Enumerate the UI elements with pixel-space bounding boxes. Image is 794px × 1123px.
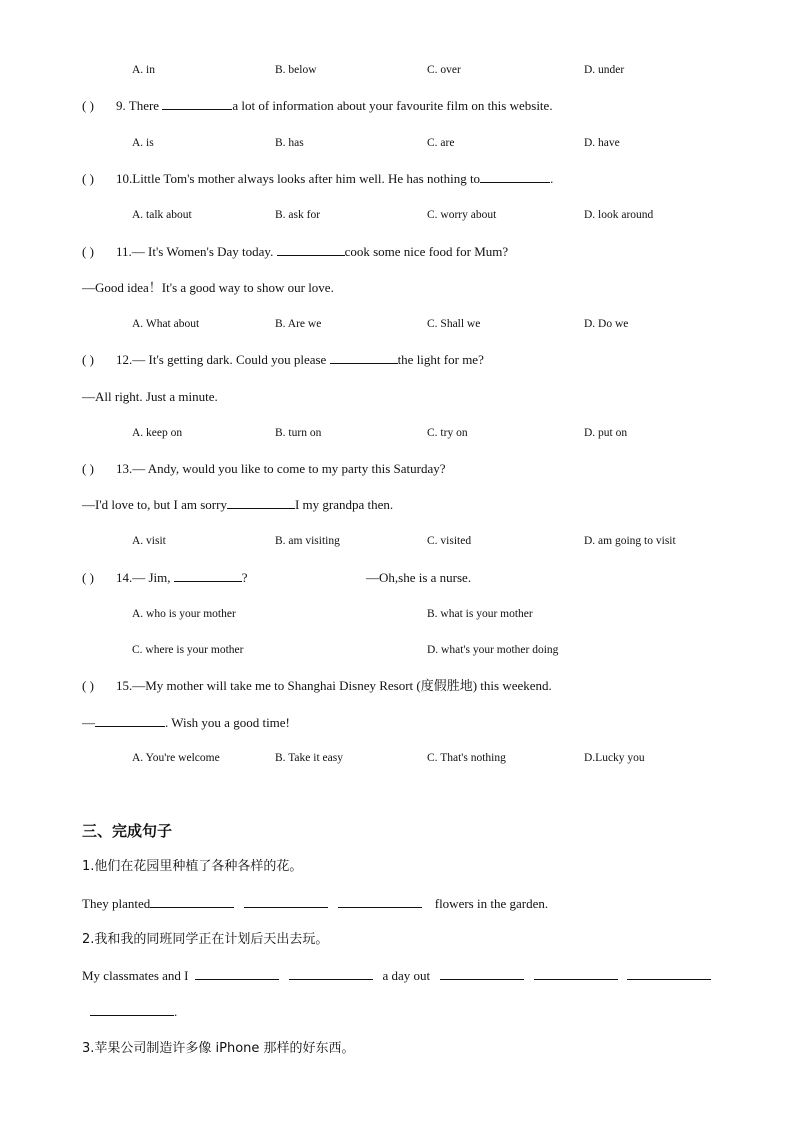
s1-blank-2[interactable] [244,896,328,908]
q11-option-d: D. Do we [584,318,629,330]
q11-option-a: A. What about [132,318,200,330]
q9-option-b: B. has [275,137,304,149]
answer-paren[interactable]: ( ) [82,461,94,476]
sentence-2-chinese: 2.我和我的同班同学正在计划后天出去玩。 [82,932,329,947]
q13-option-b: B. am visiting [275,535,340,547]
q13-option-c: C. visited [427,535,472,547]
q15-blank[interactable] [95,715,165,727]
s2-blank-2[interactable] [289,968,373,980]
answer-paren[interactable]: ( ) [82,244,94,259]
q8-option-c: C. over [427,64,461,76]
s2-blank-6[interactable] [90,1004,174,1016]
q15-option-a: A. You're welcome [132,752,220,764]
q9-blank[interactable] [162,98,232,110]
s2-pre: My classmates and I [82,968,189,983]
q10-option-c: C. worry about [427,209,497,221]
q13-reply [82,497,393,513]
q11-stem-pre: 11.— It's Women's Day today. [116,244,277,259]
question-14 [82,570,248,586]
question-11 [82,244,508,260]
sentence-2-english [82,968,711,984]
q13-option-a: A. visit [132,535,166,547]
sentence-3-chinese: 3.苹果公司制造许多像 iPhone 那样的好东西。 [82,1041,355,1056]
q15-reply [82,715,290,731]
q10-stem-post: . [550,171,554,186]
s1-blank-3[interactable] [338,896,422,908]
s1-blank-1[interactable] [150,896,234,908]
question-13 [82,461,446,477]
q9-option-c: C. are [427,137,455,149]
sentence-1-english [82,896,548,912]
answer-paren[interactable]: ( ) [82,98,94,113]
s2-end: . [174,1004,178,1019]
q9-stem-post: a lot of information about your favourite film on this website. [232,98,553,113]
q10-option-a: A. talk about [132,209,192,221]
q12-reply: —All right. Just a minute. [82,389,218,404]
question-15 [82,678,552,694]
q11-blank[interactable] [277,244,345,256]
q9-option-d: D. have [584,137,620,149]
q8-option-a: A. in [132,64,155,76]
q12-option-d: D. put on [584,427,628,439]
q8-option-b: B. below [275,64,317,76]
q11-option-c: C. Shall we [427,318,481,330]
q13-blank[interactable] [227,497,295,509]
answer-paren[interactable]: ( ) [82,570,94,585]
q11-option-b: B. Are we [275,318,322,330]
q15-option-c: C. That's nothing [427,752,506,764]
s2-blank-5[interactable] [627,968,711,980]
q15-option-b: B. Take it easy [275,752,343,764]
q10-stem-pre: 10.Little Tom's mother always looks after him well. He has nothing to [116,171,481,186]
q14-answer: —Oh,she is a nurse. [366,570,472,585]
q14-stem-pre: 14.— Jim, [116,570,174,585]
question-10 [82,171,553,187]
q12-option-a: A. keep on [132,427,183,439]
q14-blank[interactable] [174,570,242,582]
q15-stem: 15.—My mother will take me to Shanghai Disney Resort (度假胜地) this weekend. [116,678,552,693]
q10-blank[interactable] [480,171,550,183]
q9-stem-pre: 9. There [116,98,163,113]
q11-stem-post: cook some nice food for Mum? [344,244,509,259]
q12-option-c: C. try on [427,427,468,439]
s2-blank-3[interactable] [440,968,524,980]
q15-option-d: D.Lucky you [584,752,645,764]
q15-reply-pre: — [82,715,95,730]
q12-stem-post: the light for me? [397,352,484,367]
s2-mid: a day out [382,968,431,983]
q13-option-d: D. am going to visit [584,535,676,547]
question-9 [82,98,553,114]
q12-stem-pre: 12.— It's getting dark. Could you please [116,352,330,367]
q9-option-a: A. is [132,137,154,149]
q8-option-d: D. under [584,64,625,76]
q14-option-b: B. what is your mother [427,608,533,620]
q13-reply-pre: —I'd love to, but I am sorry [82,497,227,512]
answer-paren[interactable]: ( ) [82,352,94,367]
q14-option-a: A. who is your mother [132,608,236,620]
question-12 [82,352,484,368]
q14-stem-post: ? [241,570,248,585]
s1-post: flowers in the garden. [434,896,549,911]
s2-blank-4[interactable] [534,968,618,980]
q14-option-d: D. what's your mother doing [427,644,559,656]
q15-reply-post: . Wish you a good time! [165,715,290,730]
section-title: 三、完成句子 [82,822,173,840]
q12-blank[interactable] [330,352,398,364]
answer-paren[interactable]: ( ) [82,678,94,693]
q10-option-d: D. look around [584,209,654,221]
s1-pre: They planted [82,896,151,911]
q12-option-b: B. turn on [275,427,322,439]
q11-reply: —Good idea！It's a good way to show our love. [82,280,334,295]
sentence-1-chinese: 1.他们在花园里种植了各种各样的花。 [82,859,303,874]
s2-blank-1[interactable] [195,968,279,980]
q13-reply-post: I my grandpa then. [294,497,394,512]
answer-paren[interactable]: ( ) [82,171,94,186]
sentence-2-continued [90,1004,177,1020]
q14-option-c: C. where is your mother [132,644,244,656]
q13-stem: 13.— Andy, would you like to come to my party this Saturday? [116,461,446,476]
q10-option-b: B. ask for [275,209,321,221]
